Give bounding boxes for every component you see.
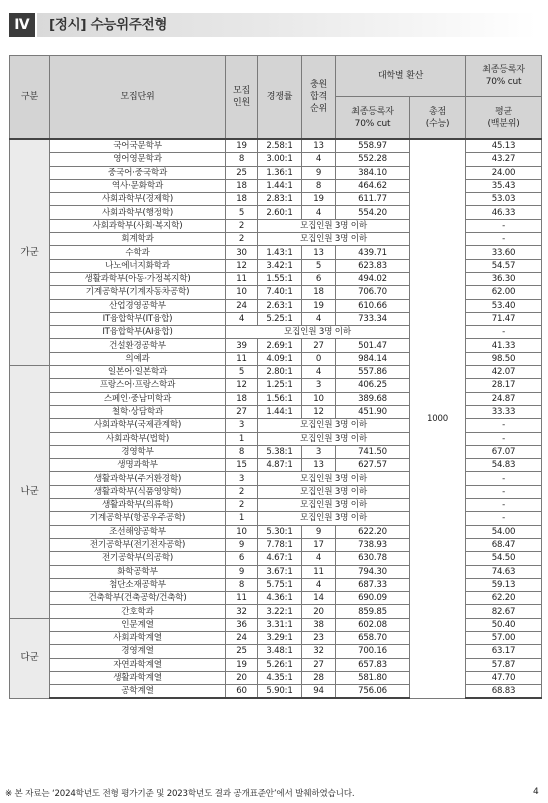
merged-note-cell: 모집인원 3명 이하 [258, 499, 410, 512]
final-avg-cell: 53.03 [466, 193, 542, 206]
quota-cell: 12 [226, 259, 258, 272]
col-conversion-header: 대학별 환산 [336, 56, 466, 97]
final-avg-cell: 98.50 [466, 352, 542, 365]
final-avg-cell: 35.43 [466, 179, 542, 192]
conv-cut-cell: 622.20 [336, 525, 410, 538]
unit-cell: 일본어·일본학과 [50, 366, 226, 379]
rank-cell: 9 [302, 166, 336, 179]
unit-cell: 사회과학부(경제학) [50, 193, 226, 206]
col-group-header: 구분 [10, 56, 50, 140]
rate-cell: 2.60:1 [258, 206, 302, 219]
quota-cell: 5 [226, 366, 258, 379]
quota-cell: 8 [226, 445, 258, 458]
unit-cell: 의예과 [50, 352, 226, 365]
final-avg-cell: 54.00 [466, 525, 542, 538]
final-avg-cell: 53.40 [466, 299, 542, 312]
quota-cell: 18 [226, 392, 258, 405]
final-avg-cell: - [466, 432, 542, 445]
rank-cell: 32 [302, 645, 336, 658]
final-avg-cell: 71.47 [466, 312, 542, 325]
conv-cut-cell: 406.25 [336, 379, 410, 392]
rate-cell: 4.35:1 [258, 671, 302, 684]
conv-cut-cell: 464.62 [336, 179, 410, 192]
rank-cell: 3 [302, 445, 336, 458]
rank-cell: 18 [302, 286, 336, 299]
final-avg-cell: 47.70 [466, 671, 542, 684]
quota-cell: 3 [226, 419, 258, 432]
group-cell: 나군 [10, 366, 50, 619]
conv-cut-cell: 794.30 [336, 565, 410, 578]
unit-cell: 영어영문학과 [50, 153, 226, 166]
conv-cut-cell: 984.14 [336, 352, 410, 365]
section-header [9, 13, 537, 37]
unit-cell: 간호학과 [50, 605, 226, 618]
final-avg-cell: 46.33 [466, 206, 542, 219]
conv-cut-cell: 558.97 [336, 139, 410, 153]
quota-cell: 12 [226, 379, 258, 392]
unit-cell: 생활과학부(아동·가정복지학) [50, 272, 226, 285]
col-rank-header: 충원 합격 순위 [302, 56, 336, 140]
conv-cut-cell: 611.77 [336, 193, 410, 206]
unit-cell: 스페인·중남미학과 [50, 392, 226, 405]
quota-cell: 36 [226, 618, 258, 631]
conv-cut-cell: 627.57 [336, 459, 410, 472]
col-rate-header: 경쟁률 [258, 56, 302, 140]
quota-cell: 27 [226, 405, 258, 418]
rate-cell: 5.75:1 [258, 578, 302, 591]
final-avg-cell: 43.27 [466, 153, 542, 166]
footnote: ※ 본 자료는 ‘2024학년도 전형 평가기준 및 2023학년도 결과 공개표준안’에서 발췌하였습니다. [5, 789, 355, 799]
final-avg-cell: 62.20 [466, 592, 542, 605]
quota-cell: 25 [226, 645, 258, 658]
rank-cell: 4 [302, 312, 336, 325]
rate-cell: 7.78:1 [258, 538, 302, 551]
final-avg-cell: 41.33 [466, 339, 542, 352]
quota-cell: 1 [226, 432, 258, 445]
rate-cell: 5.90:1 [258, 685, 302, 699]
unit-cell: 사회과학부(사회·복지학) [50, 219, 226, 232]
conv-cut-cell: 494.02 [336, 272, 410, 285]
rank-cell: 14 [302, 592, 336, 605]
rank-cell: 11 [302, 565, 336, 578]
quota-cell: 60 [226, 685, 258, 699]
final-avg-cell: 74.63 [466, 565, 542, 578]
group-cell: 가군 [10, 139, 50, 366]
merged-note-cell: 모집인원 3명 이하 [258, 485, 410, 498]
rank-cell: 13 [302, 459, 336, 472]
conv-cut-cell: 581.80 [336, 671, 410, 684]
final-avg-cell: 54.50 [466, 552, 542, 565]
rank-cell: 5 [302, 259, 336, 272]
rank-cell: 0 [302, 352, 336, 365]
rate-cell: 2.83:1 [258, 193, 302, 206]
rate-cell: 1.55:1 [258, 272, 302, 285]
rank-cell: 10 [302, 392, 336, 405]
col-conv-total-header: 총점 (수능) [410, 97, 466, 140]
unit-cell: 역사·문화학과 [50, 179, 226, 192]
conv-cut-cell: 658.70 [336, 631, 410, 644]
rate-cell: 5.30:1 [258, 525, 302, 538]
conv-cut-cell: 439.71 [336, 246, 410, 259]
merged-note-cell: 모집인원 3명 이하 [258, 472, 410, 485]
group-cell: 다군 [10, 618, 50, 698]
final-avg-cell: 24.87 [466, 392, 542, 405]
merged-note-cell: 모집인원 3명 이하 [258, 219, 410, 232]
final-avg-cell: 28.17 [466, 379, 542, 392]
rate-cell: 5.25:1 [258, 312, 302, 325]
conv-cut-cell: 756.06 [336, 685, 410, 699]
merged-note-cell: 모집인원 3명 이하 [258, 432, 410, 445]
rank-cell: 19 [302, 299, 336, 312]
quota-cell: 24 [226, 631, 258, 644]
rank-cell: 27 [302, 339, 336, 352]
rate-cell: 1.56:1 [258, 392, 302, 405]
rate-cell: 1.43:1 [258, 246, 302, 259]
table-row [10, 139, 542, 153]
unit-cell: 기계공학부(기계자동차공학) [50, 286, 226, 299]
quota-cell: 32 [226, 605, 258, 618]
col-final-avg-header: 평균 (백분위) [466, 97, 542, 140]
merged-note-cell: 모집인원 3명 이하 [226, 326, 410, 339]
final-avg-cell: - [466, 219, 542, 232]
unit-cell: 사회과학부(국제관계학) [50, 419, 226, 432]
conv-cut-cell: 738.93 [336, 538, 410, 551]
col-final-top-header: 최종등록자 70% cut [466, 56, 542, 97]
rank-cell: 4 [302, 206, 336, 219]
final-avg-cell: - [466, 512, 542, 525]
final-avg-cell: 54.83 [466, 459, 542, 472]
final-avg-cell: 24.00 [466, 166, 542, 179]
quota-cell: 20 [226, 671, 258, 684]
quota-cell: 30 [226, 246, 258, 259]
rank-cell: 9 [302, 525, 336, 538]
quota-cell: 19 [226, 139, 258, 153]
quota-cell: 18 [226, 193, 258, 206]
final-avg-cell: - [466, 419, 542, 432]
unit-cell: 첨단소재공학부 [50, 578, 226, 591]
quota-cell: 2 [226, 485, 258, 498]
unit-cell: 국어국문학부 [50, 139, 226, 153]
unit-cell: 조선해양공학부 [50, 525, 226, 538]
rate-cell: 1.44:1 [258, 405, 302, 418]
rank-cell: 4 [302, 366, 336, 379]
col-conv-cut-header: 최종등록자 70% cut [336, 97, 410, 140]
rate-cell: 3.29:1 [258, 631, 302, 644]
admission-results-table [9, 55, 542, 699]
final-avg-cell: 63.17 [466, 645, 542, 658]
rank-cell: 38 [302, 618, 336, 631]
rate-cell: 5.26:1 [258, 658, 302, 671]
unit-cell: 산업경영공학부 [50, 299, 226, 312]
final-avg-cell: 50.40 [466, 618, 542, 631]
rank-cell: 6 [302, 272, 336, 285]
unit-cell: 경영계열 [50, 645, 226, 658]
final-avg-cell: 57.87 [466, 658, 542, 671]
section-number-badge: Ⅳ [9, 13, 35, 37]
conv-cut-cell: 623.83 [336, 259, 410, 272]
rate-cell: 2.69:1 [258, 339, 302, 352]
conv-cut-cell: 451.90 [336, 405, 410, 418]
final-avg-cell: 68.83 [466, 685, 542, 699]
final-avg-cell: - [466, 472, 542, 485]
conv-cut-cell: 501.47 [336, 339, 410, 352]
final-avg-cell: 59.13 [466, 578, 542, 591]
conv-cut-cell: 690.09 [336, 592, 410, 605]
rate-cell: 4.87:1 [258, 459, 302, 472]
final-avg-cell: 57.00 [466, 631, 542, 644]
final-avg-cell: 36.30 [466, 272, 542, 285]
conv-cut-cell: 733.34 [336, 312, 410, 325]
rate-cell: 2.63:1 [258, 299, 302, 312]
rate-cell: 3.00:1 [258, 153, 302, 166]
final-avg-cell: 45.13 [466, 139, 542, 153]
conv-cut-cell: 389.68 [336, 392, 410, 405]
unit-cell: 생명과학부 [50, 459, 226, 472]
unit-cell: 생활과학부(식품영양학) [50, 485, 226, 498]
merged-note-cell: 모집인원 3명 이하 [258, 512, 410, 525]
conv-cut-cell: 741.50 [336, 445, 410, 458]
quota-cell: 10 [226, 286, 258, 299]
final-avg-cell: 62.00 [466, 286, 542, 299]
quota-cell: 18 [226, 179, 258, 192]
quota-cell: 6 [226, 552, 258, 565]
final-avg-cell: - [466, 233, 542, 246]
unit-cell: 전기공학부(전기전자공학) [50, 538, 226, 551]
quota-cell: 25 [226, 166, 258, 179]
unit-cell: 프랑스어·프랑스학과 [50, 379, 226, 392]
unit-cell: 공학계열 [50, 685, 226, 699]
rank-cell: 8 [302, 179, 336, 192]
unit-cell: IT융합학부(AI융합) [50, 326, 226, 339]
unit-cell: 생활과학부(주거환경학) [50, 472, 226, 485]
unit-cell: 건축학부(건축공학/건축학) [50, 592, 226, 605]
rate-cell: 1.25:1 [258, 379, 302, 392]
unit-cell: 나노에너지화학과 [50, 259, 226, 272]
quota-cell: 8 [226, 153, 258, 166]
page-number: 4 [533, 787, 539, 797]
rate-cell: 4.09:1 [258, 352, 302, 365]
quota-cell: 39 [226, 339, 258, 352]
conv-cut-cell: 557.86 [336, 366, 410, 379]
unit-cell: 경영학부 [50, 445, 226, 458]
conv-cut-cell: 687.33 [336, 578, 410, 591]
quota-cell: 9 [226, 565, 258, 578]
final-avg-cell: 42.07 [466, 366, 542, 379]
rank-cell: 13 [302, 139, 336, 153]
final-avg-cell: - [466, 485, 542, 498]
unit-cell: 수학과 [50, 246, 226, 259]
merged-note-cell: 모집인원 3명 이하 [258, 419, 410, 432]
unit-cell: 회계학과 [50, 233, 226, 246]
quota-cell: 2 [226, 233, 258, 246]
final-avg-cell: 82.67 [466, 605, 542, 618]
col-quota-header: 모집 인원 [226, 56, 258, 140]
rate-cell: 2.58:1 [258, 139, 302, 153]
rank-cell: 3 [302, 379, 336, 392]
rate-cell: 3.67:1 [258, 565, 302, 578]
quota-cell: 11 [226, 352, 258, 365]
rate-cell: 7.40:1 [258, 286, 302, 299]
unit-cell: 전기공학부(의공학) [50, 552, 226, 565]
conv-cut-cell: 610.66 [336, 299, 410, 312]
rate-cell: 1.36:1 [258, 166, 302, 179]
rank-cell: 4 [302, 578, 336, 591]
final-avg-cell: 67.07 [466, 445, 542, 458]
conv-cut-cell: 700.16 [336, 645, 410, 658]
unit-cell: 철학·상담학과 [50, 405, 226, 418]
quota-cell: 10 [226, 525, 258, 538]
rate-cell: 5.38:1 [258, 445, 302, 458]
col-unit-header: 모집단위 [50, 56, 226, 140]
rate-cell: 3.31:1 [258, 618, 302, 631]
unit-cell: 화학공학부 [50, 565, 226, 578]
rate-cell: 4.36:1 [258, 592, 302, 605]
final-avg-cell: - [466, 326, 542, 339]
total-score-cell: 1000 [410, 139, 466, 698]
rank-cell: 23 [302, 631, 336, 644]
unit-cell: 건설환경공학부 [50, 339, 226, 352]
unit-cell: 생활과학계열 [50, 671, 226, 684]
quota-cell: 11 [226, 272, 258, 285]
quota-cell: 24 [226, 299, 258, 312]
quota-cell: 19 [226, 658, 258, 671]
rate-cell: 1.44:1 [258, 179, 302, 192]
rate-cell: 4.67:1 [258, 552, 302, 565]
rank-cell: 4 [302, 552, 336, 565]
unit-cell: 사회과학부(법학) [50, 432, 226, 445]
final-avg-cell: 33.60 [466, 246, 542, 259]
quota-cell: 1 [226, 512, 258, 525]
conv-cut-cell: 602.08 [336, 618, 410, 631]
unit-cell: 기계공학부(항공우주공학) [50, 512, 226, 525]
rank-cell: 94 [302, 685, 336, 699]
quota-cell: 2 [226, 499, 258, 512]
unit-cell: IT융합학부(IT융합) [50, 312, 226, 325]
quota-cell: 15 [226, 459, 258, 472]
unit-cell: 인문계열 [50, 618, 226, 631]
quota-cell: 8 [226, 578, 258, 591]
rank-cell: 4 [302, 153, 336, 166]
conv-cut-cell: 630.78 [336, 552, 410, 565]
conv-cut-cell: 706.70 [336, 286, 410, 299]
rank-cell: 28 [302, 671, 336, 684]
rank-cell: 17 [302, 538, 336, 551]
section-title: [정시] 수능위주전형 [49, 17, 168, 33]
final-avg-cell: 68.47 [466, 538, 542, 551]
final-avg-cell: 54.57 [466, 259, 542, 272]
rate-cell: 2.80:1 [258, 366, 302, 379]
rank-cell: 27 [302, 658, 336, 671]
conv-cut-cell: 859.85 [336, 605, 410, 618]
rate-cell: 3.48:1 [258, 645, 302, 658]
final-avg-cell: - [466, 499, 542, 512]
rank-cell: 19 [302, 193, 336, 206]
conv-cut-cell: 554.20 [336, 206, 410, 219]
merged-note-cell: 모집인원 3명 이하 [258, 233, 410, 246]
rank-cell: 20 [302, 605, 336, 618]
unit-cell: 사회과학계열 [50, 631, 226, 644]
unit-cell: 생활과학부(의류학) [50, 499, 226, 512]
final-avg-cell: 33.33 [466, 405, 542, 418]
quota-cell: 9 [226, 538, 258, 551]
conv-cut-cell: 552.28 [336, 153, 410, 166]
rank-cell: 12 [302, 405, 336, 418]
quota-cell: 11 [226, 592, 258, 605]
unit-cell: 자연과학계열 [50, 658, 226, 671]
quota-cell: 2 [226, 219, 258, 232]
rate-cell: 3.22:1 [258, 605, 302, 618]
conv-cut-cell: 384.10 [336, 166, 410, 179]
rank-cell: 13 [302, 246, 336, 259]
unit-cell: 사회과학부(행정학) [50, 206, 226, 219]
quota-cell: 3 [226, 472, 258, 485]
quota-cell: 4 [226, 312, 258, 325]
conv-cut-cell: 657.83 [336, 658, 410, 671]
quota-cell: 5 [226, 206, 258, 219]
unit-cell: 중국어·중국학과 [50, 166, 226, 179]
rate-cell: 3.42:1 [258, 259, 302, 272]
